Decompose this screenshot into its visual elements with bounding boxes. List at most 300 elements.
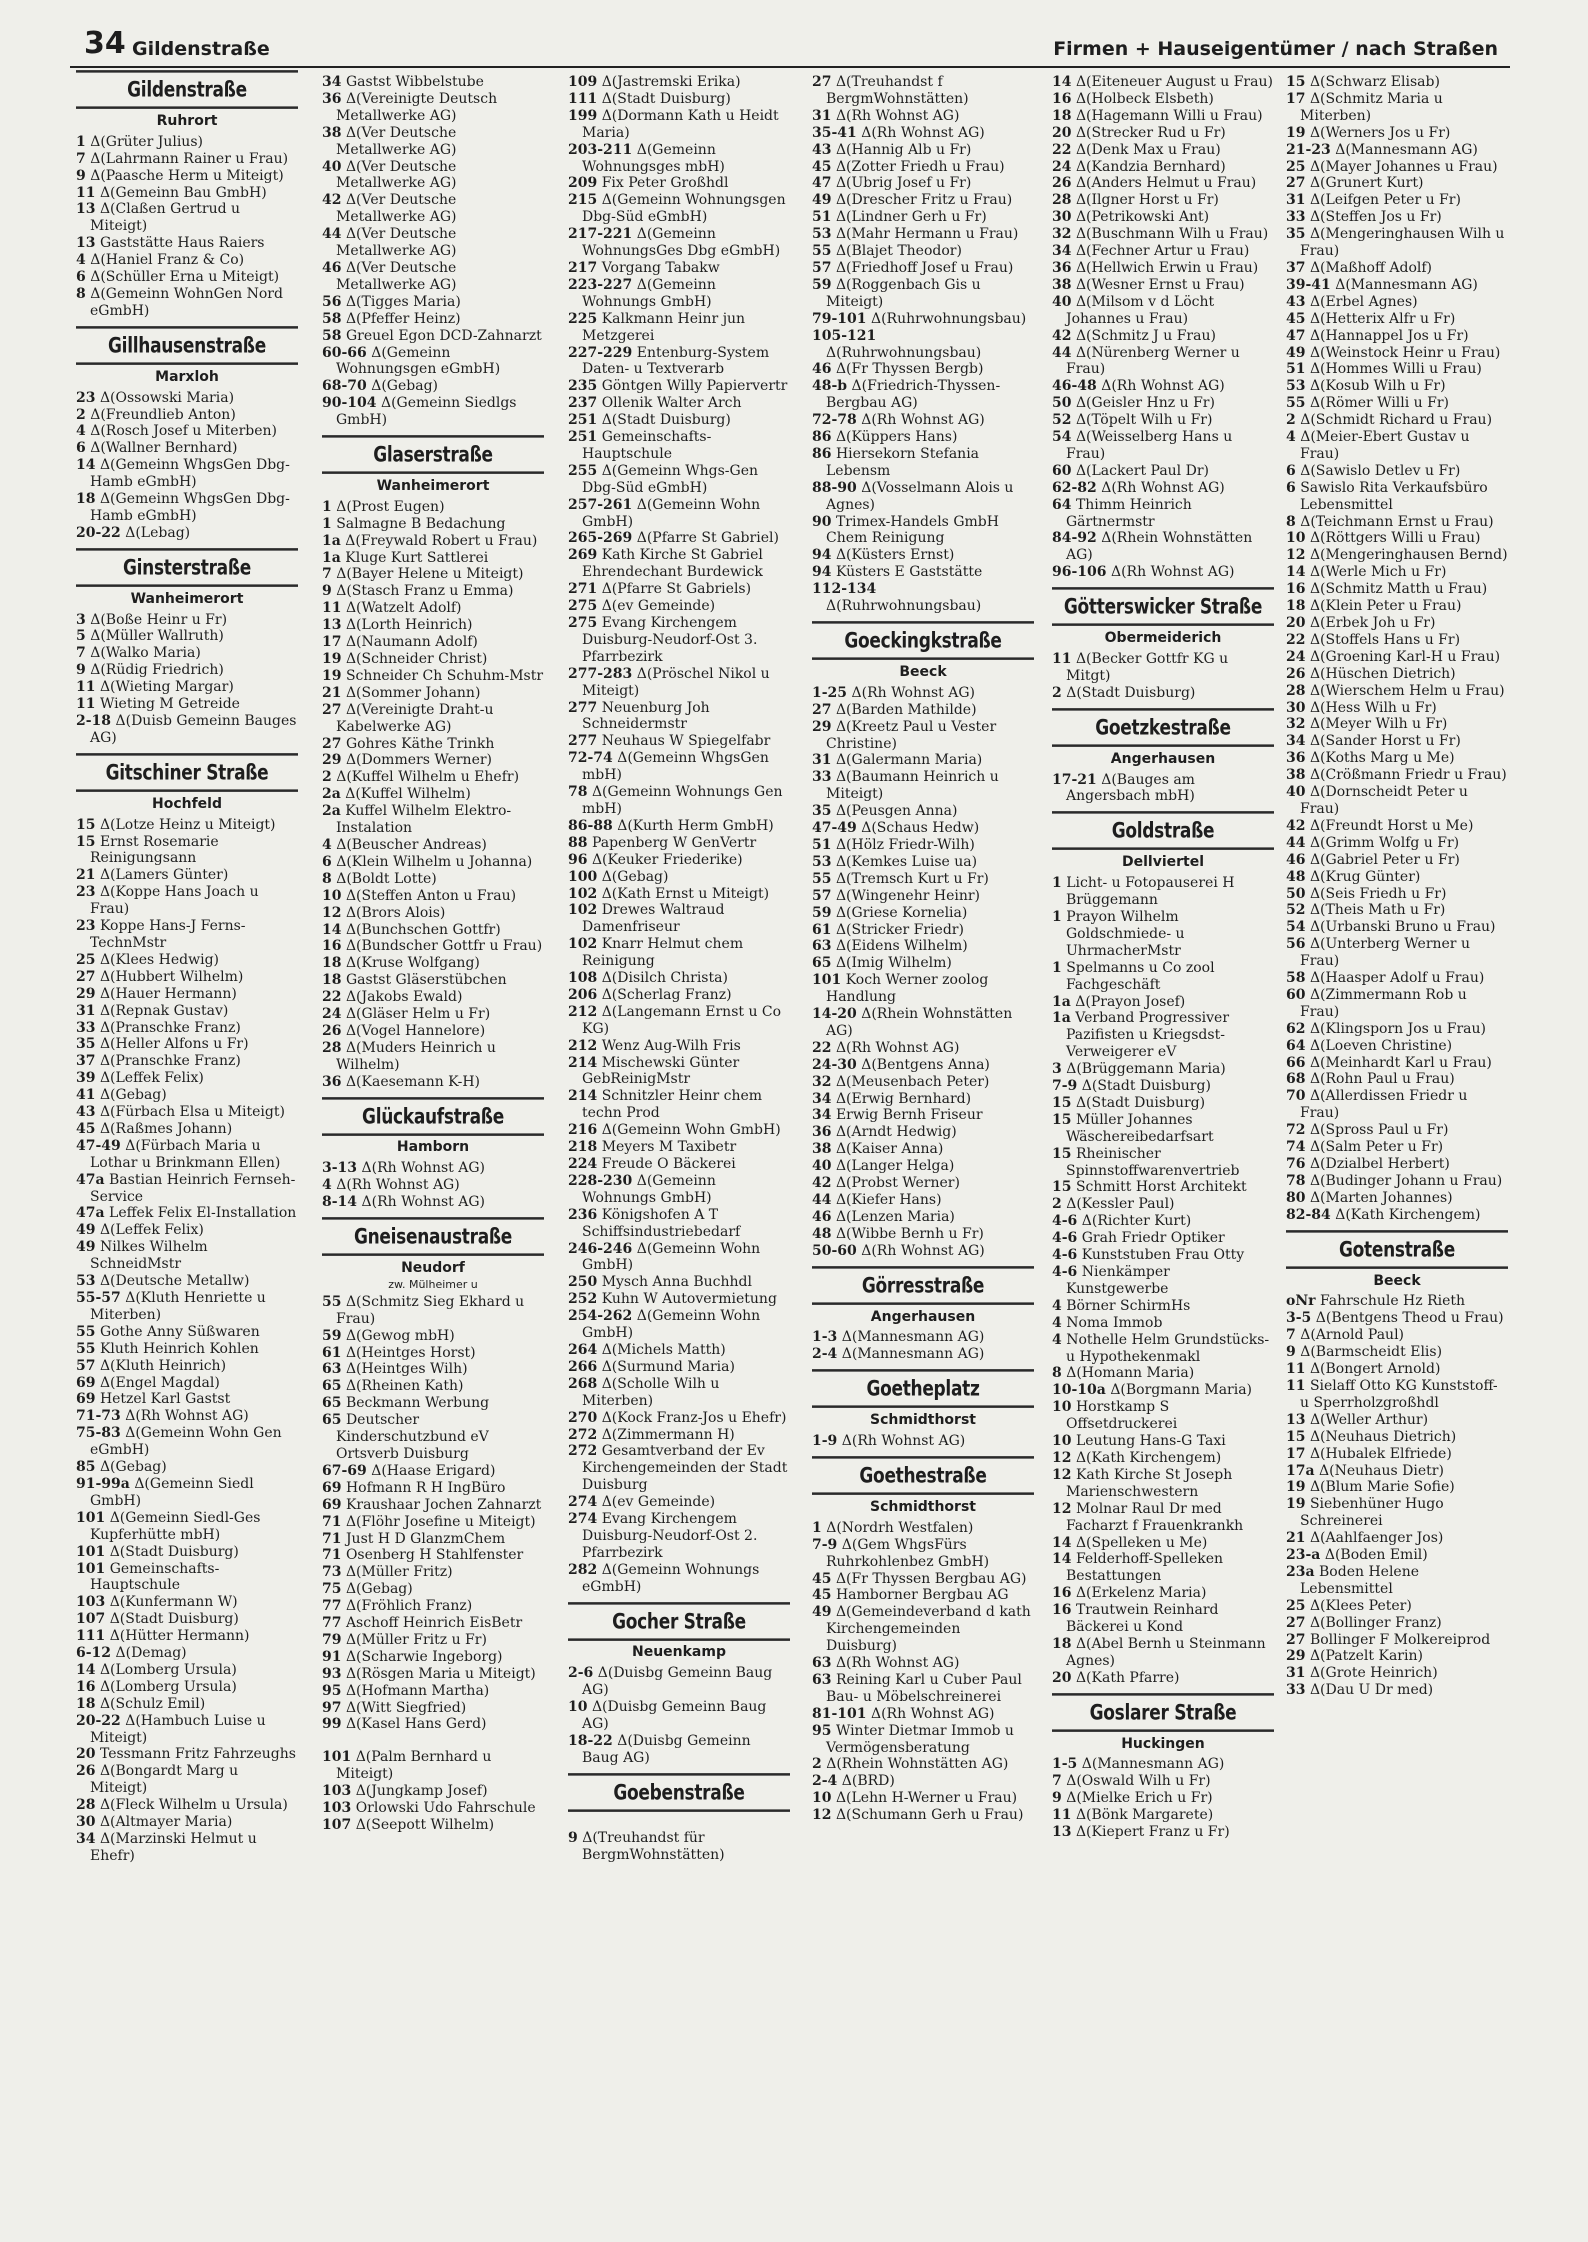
house-number: 38 [1286,767,1306,784]
directory-entry [1052,74,1274,91]
directory-entry [322,583,544,600]
entry-text: Δ(Lorth Heinrich) [345,617,473,634]
house-number: 7 [76,150,86,167]
entry-text: Δ(Heller Alfons u Fr) [99,1036,249,1053]
district-heading: Schmidthorst [870,1412,976,1429]
entry-text: Δ(Küsters Ernst) [835,547,955,564]
directory-entry [322,499,544,516]
house-number: 19 [1286,1496,1306,1513]
house-number: 49 [1286,344,1306,361]
house-number: 90-104 [322,395,377,412]
entry-text: Δ(Gemeinn WohnGen Nord eGmbH) [90,285,283,319]
house-number: 53 [812,226,832,243]
entry-text: Δ(Beuscher Andreas) [336,836,487,853]
entry-text: Nothelle Helm Grundstücks- u Hypothekenmakl [1066,1331,1270,1365]
entry-text: Gesamtverband der Ev Kirchengemeinden der Stadt Duisburg [582,1443,788,1494]
house-number: 31 [812,752,832,769]
directory-entry [76,1831,298,1865]
directory-entry [1286,1207,1508,1224]
entry-text: Δ(Fröhlich Franz) [345,1598,473,1615]
directory-entry [1286,1378,1508,1412]
district-heading: Hamborn [396,1139,470,1156]
entry-text: Δ(Gemeinn WhgsGen Dbg-Hamb eGmbH) [90,457,290,491]
house-number: 14-20 [812,1006,857,1023]
house-number: 42 [322,192,342,209]
directory-entry [812,1329,1034,1346]
entry-text: Δ(Ruhrwohnungsbau) [870,310,1027,327]
house-number: 2 [322,769,332,786]
entry-text: Δ(Ruhrwohnungsbau) [826,598,982,615]
directory-entry [812,277,1034,311]
entry-text: Δ(Engel Magdal) [99,1374,220,1391]
house-number: 10 [322,887,342,904]
directory-entry [1052,1399,1274,1433]
directory-entry [1286,378,1508,395]
directory-entry [812,514,1034,548]
entry-text: Δ(Naumann Adolf) [345,634,478,651]
directory-entry [568,750,790,784]
directory-entry [812,209,1034,226]
directory-entry [1286,328,1508,345]
entry-text: Felderhoff-Spelleken Bestattungen [1066,1551,1224,1585]
house-number: 4 [76,423,86,440]
district-heading: Neuenkamp [631,1644,726,1661]
directory-entry [1052,328,1274,345]
directory-entry [76,168,298,185]
directory-entry [1052,108,1274,125]
entry-text: Δ(Kaesemann K-H) [345,1073,481,1090]
entry-text: Δ(Barmscheidt Elis) [1300,1344,1443,1361]
directory-entry [322,1716,544,1733]
directory-entry [812,752,1034,769]
directory-entry [812,955,1034,972]
house-number: 47 [1286,327,1306,344]
directory-entry [76,1645,298,1662]
entry-text: Δ(Patzelt Karin) [1309,1648,1423,1665]
directory-entry [322,922,544,939]
street-heading: Goebenstraße [568,1773,790,1812]
entry-text: Δ(Grüter Julius) [90,133,203,150]
entry-text: Δ(Rh Wohnst AG) [861,412,985,429]
entry-text: Δ(Keuker Friederike) [591,851,743,868]
directory-entry [1286,919,1508,936]
directory-entry [568,818,790,835]
house-number: 38 [1052,276,1072,293]
entry-text: Δ(Bayer Helene u Miteigt) [336,566,524,583]
directory-entry [322,345,544,379]
directory-entry [76,645,298,662]
directory-entry [1286,1615,1508,1632]
directory-entry [1052,497,1274,531]
house-number: 55 [322,1293,342,1310]
spacer [568,1814,790,1830]
directory-entry [1286,700,1508,717]
directory-entry [812,412,1034,429]
house-number: 36 [322,1073,342,1090]
entry-text: Δ(Rösgen Maria u Miteigt) [345,1665,536,1682]
directory-entry [1286,361,1508,378]
house-number: 19 [322,667,342,684]
house-number: 30 [1052,209,1072,226]
entry-text: Δ(Lenzen Maria) [835,1208,955,1225]
entry-text: Δ(Kessler Paul) [1066,1196,1175,1213]
house-number: 35-41 [812,124,857,141]
directory-entry [1052,1146,1274,1180]
entry-text: Δ(Spross Paul u Fr) [1309,1122,1449,1139]
house-number: 63 [812,1671,832,1688]
directory-entry [568,1376,790,1410]
entry-text: Δ(Gemeinn Wohnungs eGmbH) [582,1561,760,1595]
entry-text: Δ(Gemeinn Wohnungsges mbH) [582,141,725,175]
entry-text: Aschoff Heinrich EisBetr [345,1615,523,1632]
house-number: 53 [1286,378,1306,395]
street-heading: Gocher Straße [568,1602,790,1641]
entry-text: Δ(Wesner Ernst u Frau) [1075,276,1245,293]
house-number: 41 [76,1087,96,1104]
house-number: 10 [568,1699,588,1716]
entry-text: Δ(Dau U Dr med) [1309,1682,1434,1699]
directory-entry [1286,463,1508,480]
entry-text: Δ(Sommer Johann) [345,684,481,701]
house-number: 7-9 [1052,1078,1078,1095]
entry-text: Δ(Mahr Hermann u Frau) [835,226,1019,243]
house-number: 7 [76,645,86,662]
house-number: 212 [568,1003,598,1020]
directory-entry [322,1564,544,1581]
house-number: 99 [322,1716,342,1733]
directory-entry [812,142,1034,159]
entry-text: Δ(Krug Günter) [1309,868,1421,885]
house-number: 26 [1052,175,1072,192]
house-number: 77 [322,1598,342,1615]
directory-entry [1286,514,1508,531]
house-number: 11 [1286,1361,1306,1378]
directory-entry [76,662,298,679]
directory-entry [812,1537,1034,1571]
house-number: 50-60 [812,1242,857,1259]
directory-entry [568,91,790,108]
directory-entry [1052,463,1274,480]
entry-text: Gaststätte Haus Raiers [99,235,265,252]
directory-entry [1286,125,1508,142]
house-number: 90 [812,513,832,530]
entry-text: Δ(Marzinski Helmut u Ehefr) [90,1831,257,1864]
house-number: 47a [76,1171,105,1188]
directory-entry [568,936,790,970]
house-number: 2-4 [812,1346,838,1363]
entry-text: Δ(Mannesmann AG) [841,1346,985,1363]
directory-entry [322,871,544,888]
directory-entry [568,378,790,395]
street-heading: Görresstraße [812,1266,1034,1305]
directory-entry [812,328,1034,362]
directory-entry [568,1494,790,1511]
directory-entry [322,617,544,634]
directory-entry [568,311,790,345]
house-number: 9 [322,583,332,600]
directory-entry [76,201,298,235]
street-heading: Gneisenaustraße [322,1217,544,1256]
house-number: 19 [1286,124,1306,141]
entry-text: Δ(Kaiser Anna) [835,1141,944,1158]
house-number: 17-21 [1052,771,1097,788]
entry-text: Δ(Mengeringhausen Wilh u Frau) [1300,226,1505,260]
directory-entry [1052,480,1274,497]
house-number: 52 [1286,902,1306,919]
entry-text: Δ(Vosselmann Alois u Agnes) [826,479,1014,513]
house-number: 44 [322,226,342,243]
directory-entry [1052,395,1274,412]
entry-text: Δ(Klees Hedwig) [99,951,219,968]
entry-text: Δ(Wierschem Helm u Frau) [1309,682,1505,699]
directory-entry [812,311,1034,328]
directory-entry [812,125,1034,142]
entry-text: Erwig Bernh Friseur [835,1107,983,1124]
house-number: 44 [812,1192,832,1208]
entry-text: Hamborner Bergbau AG [835,1587,1009,1604]
house-number: 1a [322,549,341,566]
directory-entry [1286,1156,1508,1173]
directory-entry [1286,260,1508,277]
directory-entry [1052,125,1274,142]
directory-entry [1286,1496,1508,1530]
district-heading: Neudorf [401,1260,465,1276]
house-number: 4 [76,252,86,269]
directory-entry [568,260,790,277]
directory-entry [1286,869,1508,886]
column-4 [812,74,1034,1824]
directory-entry [322,854,544,871]
directory-entry [812,1074,1034,1091]
entry-text: Δ(Klein Wilhelm u Johanna) [336,853,533,870]
directory-entry [322,159,544,193]
entry-text: Δ(Gebag) [99,1459,167,1476]
district-heading: Hochfeld [151,795,222,812]
directory-entry [1052,209,1274,226]
entry-text: Δ(Barden Mathilde) [835,701,977,718]
directory-entry [1052,1670,1274,1687]
directory-entry [812,1346,1034,1363]
house-number: 111 [568,90,598,107]
house-number: 7 [322,566,332,583]
directory-entry [812,108,1034,125]
directory-entry [812,226,1034,243]
house-number: 86 [812,445,832,462]
entry-text: Licht- u Fotopauserei H Brüggemann [1066,875,1235,909]
entry-text: Δ(Stadt Duisburg) [109,1543,239,1560]
house-number: 23-a [1286,1547,1321,1564]
house-number: 268 [568,1375,598,1392]
entry-text: Δ(Bentgens Theod u Frau) [1315,1310,1504,1327]
entry-text: Δ(Friedrich-Thyssen-Bergbau AG) [826,378,1001,412]
directory-entry [76,134,298,151]
directory-entry [812,1124,1034,1141]
entry-text: Δ(Langemann Ernst u Co KG) [582,1003,782,1037]
house-number: 274 [568,1511,598,1528]
house-number: 42 [812,1175,832,1192]
directory-entry [1052,960,1274,994]
entry-text: Δ(Rh Wohnst AG) [1101,378,1225,395]
entry-text: Δ(Deutsche Metallw) [99,1273,250,1290]
directory-entry [1286,1021,1508,1038]
directory-entry [322,550,544,567]
entry-text: Δ(Ver Deutsche Metallwerke AG) [336,124,457,158]
entry-text: Δ(Allerdissen Friedr u Frau) [1300,1088,1468,1122]
house-number: 7 [1286,1327,1296,1344]
entry-text: Kraushaar Jochen Zahnarzt [345,1496,542,1513]
house-number: 43 [1286,293,1306,310]
directory-entry [1286,581,1508,598]
directory-entry [812,1587,1034,1604]
house-number: 21 [76,867,96,884]
directory-entry [568,142,790,176]
house-number: 50 [1052,395,1072,412]
entry-text: Δ(Urbanski Bruno u Frau) [1309,919,1496,936]
entry-text: Gemeinschafts-Hauptschule [90,1560,220,1594]
directory-entry [812,1807,1034,1824]
directory-entry [568,1699,790,1733]
house-number: 55-57 [76,1290,121,1306]
directory-entry [1286,91,1508,125]
entry-text: Δ(Holbeck Elsbeth) [1075,90,1214,107]
house-number: 49 [76,1222,96,1239]
entry-text: Δ(Koppe Hans Joach u Frau) [90,884,259,918]
entry-text: Δ(Brors Alois) [345,904,446,921]
entry-text: Sawislo Rita Verkaufsbüro Lebensmittel [1300,479,1488,513]
entry-text: Δ(Ruhrwohnungsbau) [826,344,982,361]
column-3 [568,74,790,1864]
entry-text: Δ(Fr Thyssen Bergbau AG) [835,1570,1027,1587]
directory-entry [1052,530,1274,564]
house-number: 1-25 [812,684,848,701]
house-number: 69 [76,1374,96,1391]
house-number: 35 [1286,226,1306,243]
directory-entry [568,74,790,91]
entry-text: Δ(Marten Johannes) [1309,1189,1453,1206]
entry-text: Leffek Felix El-Installation [109,1205,297,1222]
entry-text: Δ(Baumann Heinrich u Miteigt) [826,769,999,803]
house-number: 48-b [812,378,848,395]
entry-text: Kluth Heinrich Kohlen [99,1340,259,1357]
entry-text: Δ(Wallner Bernhard) [90,440,238,457]
directory-entry [812,175,1034,192]
house-number: 16 [322,938,342,955]
entry-text: Δ(Schneider Christ) [345,651,488,667]
house-number: 46 [812,361,832,378]
house-number: 34 [76,1831,96,1847]
directory-entry [1052,412,1274,429]
directory-entry [1286,480,1508,514]
house-number: 15 [76,816,96,833]
entry-text: Δ(Schaus Hedw) [861,820,980,837]
house-number: 61 [812,921,832,938]
entry-text: Δ(Schmitz Sieg Ekhard u Frau) [336,1293,525,1327]
directory-entry [1286,886,1508,903]
entry-text: Δ(Erkelenz Maria) [1075,1585,1207,1602]
entry-text: Δ(Lindner Gerh u Fr) [835,209,987,226]
directory-entry [322,1817,544,1834]
entry-text: Gastst Gläserstübchen [345,972,507,989]
directory-entry [1052,1433,1274,1450]
entry-text: Δ(Stadt Duisburg) [601,412,731,429]
house-number: 27 [1286,1614,1306,1631]
directory-entry [76,1459,298,1476]
directory-entry [76,1239,298,1273]
entry-text: Δ(Hellwich Erwin u Frau) [1075,259,1259,276]
entry-text: Molnar Raul Dr med Facharzt f Frauenkrankh [1066,1500,1244,1534]
house-number: 277-283 [568,665,633,682]
directory-entry [1052,1112,1274,1146]
entry-text: Δ(Kemkes Luise ua) [835,853,978,870]
house-number: 48 [1286,868,1306,885]
entry-text: Δ(Gebag) [601,868,669,885]
street-heading: Goldstraße [1052,811,1274,850]
street-heading: Gitschiner Straße [76,753,298,792]
entry-text: Δ(Meyer Wilh u Fr) [1309,716,1448,733]
house-number: 97 [322,1699,342,1716]
directory-entry [812,159,1034,176]
entry-text: Δ(Röttgers Willi u Frau) [1309,530,1481,547]
entry-text: Δ(Klingsporn Jos u Frau) [1309,1020,1487,1037]
house-number: 65 [322,1378,342,1395]
entry-text: Sielaff Otto KG Kunststoff- u Sperrholzgroßhdl [1300,1377,1498,1411]
house-number: 3 [76,611,86,628]
house-number: 61 [322,1344,342,1361]
house-number: 80 [1286,1189,1306,1206]
entry-text: Δ(Grote Heinrich) [1309,1665,1438,1682]
house-number: 11 [1052,651,1072,667]
directory-entry [322,1361,544,1378]
house-number: 11 [1052,1807,1072,1824]
entry-text: Δ(Vogel Hannelore) [345,1022,486,1039]
directory-entry [76,884,298,918]
house-number: 218 [568,1139,598,1156]
house-number: 6 [76,440,86,457]
directory-entry [322,736,544,753]
house-number: 4 [1052,1331,1062,1348]
house-number: 32 [1052,226,1072,243]
house-number: 101 [322,1749,352,1766]
directory-entry [1286,192,1508,209]
directory-entry [76,423,298,440]
entry-text: Δ(Galermann Maria) [835,752,983,769]
directory-entry [322,533,544,550]
house-number: 15 [1286,74,1306,90]
house-number: 37 [1286,259,1306,276]
house-number: 4 [1052,1314,1062,1331]
directory-entry [1286,784,1508,818]
entry-text: Ernst Rosemarie Reinigungsann [90,833,219,867]
entry-text: Δ(ev Gemeinde) [601,1494,716,1511]
entry-text: Drewes Waltraud Damenfriseur [582,902,725,936]
entry-text: Δ(Kurth Herm GmbH) [617,817,774,834]
house-number: 18 [76,491,96,508]
house-number: 25 [76,951,96,968]
directory-entry [1286,1530,1508,1547]
entry-text: Δ(Boldt Lotte) [336,870,437,887]
entry-text: Δ(Prost Eugen) [336,498,445,515]
entry-text: Δ(Neuhaus Dietrich) [1309,1428,1457,1445]
directory-entry [1286,1665,1508,1682]
entry-text: Δ(Rosch Josef u Miterben) [90,423,277,440]
house-number: 57 [76,1357,96,1374]
directory-entry [568,1156,790,1173]
entry-text: Δ(Mengeringhausen Bernd) [1309,547,1508,564]
house-number: 236 [568,1206,598,1223]
directory-entry [76,1205,298,1222]
entry-text: Δ(Sawislo Detlev u Fr) [1300,462,1461,479]
house-number: 23a [1286,1563,1315,1580]
